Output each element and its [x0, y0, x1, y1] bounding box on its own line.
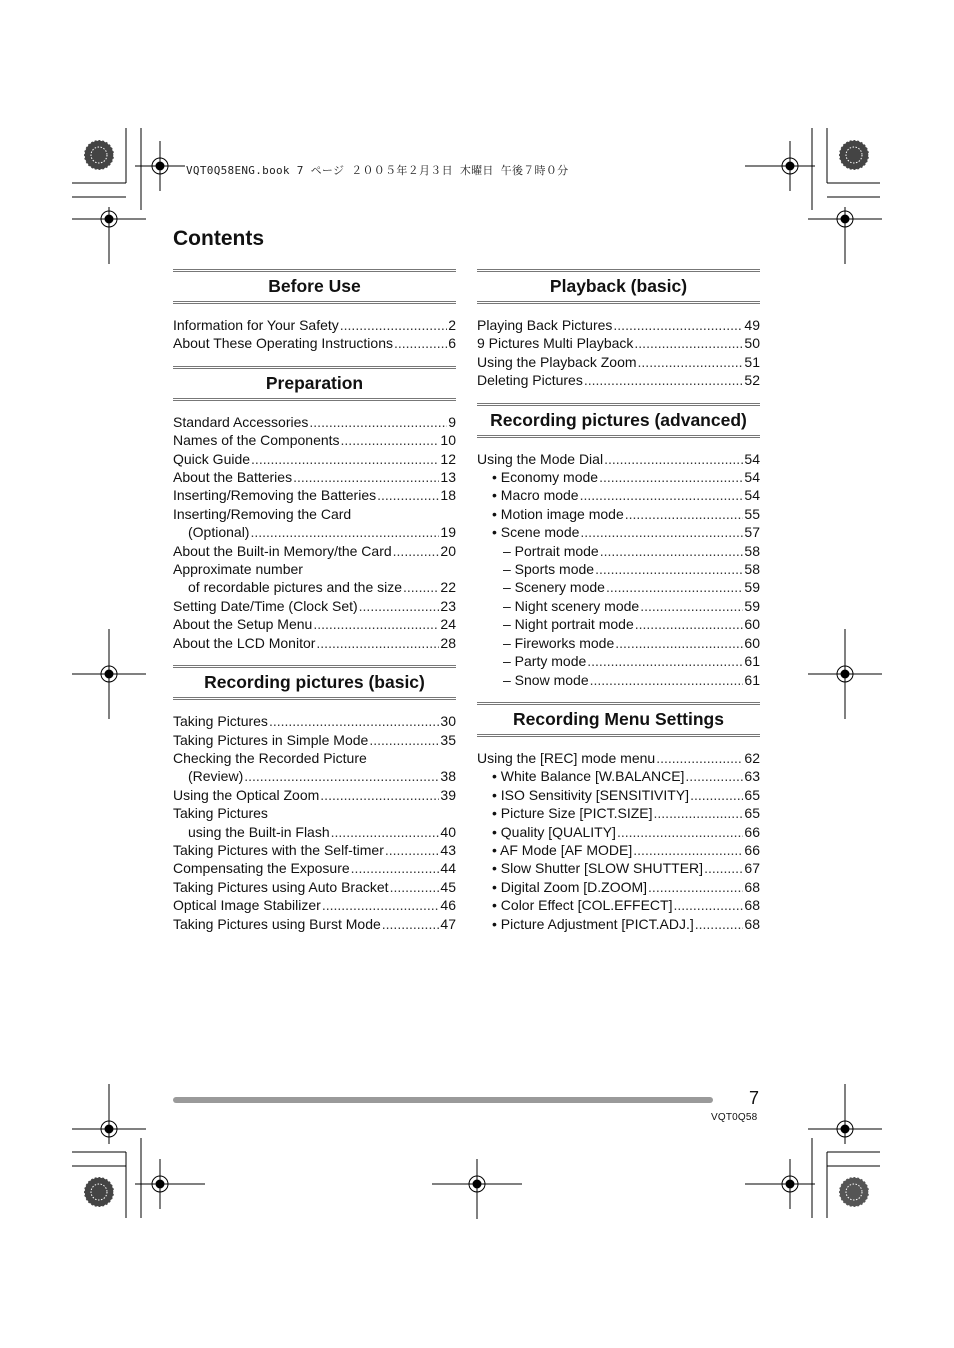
- toc-entry-page: 52: [744, 372, 760, 389]
- toc-entry-page: 35: [440, 731, 456, 748]
- toc-entry[interactable]: [477, 353, 760, 371]
- toc-entry[interactable]: [477, 334, 760, 352]
- toc-entry[interactable]: [477, 823, 760, 841]
- toc-entry-label: Names of the Components: [173, 432, 340, 449]
- toc-entry-page: 65: [744, 805, 760, 822]
- toc-entry[interactable]: [477, 859, 760, 877]
- toc-left-column: [173, 269, 456, 946]
- section-entries: [173, 316, 456, 353]
- toc-entry[interactable]: [477, 915, 760, 933]
- toc-entry-label: Taking Pictures with the Self-timer: [173, 841, 384, 858]
- toc-entry[interactable]: [477, 634, 760, 652]
- toc-entry[interactable]: [173, 334, 456, 352]
- leader-dots: [654, 804, 744, 822]
- toc-entry-label: • Color Effect [COL.EFFECT]: [492, 897, 673, 914]
- toc-entry[interactable]: [173, 316, 456, 334]
- toc-entry-label: Using the Optical Zoom: [173, 786, 320, 803]
- leader-dots: [685, 767, 743, 785]
- toc-entry-label: About the Setup Menu: [173, 616, 313, 633]
- leader-dots: [634, 334, 743, 352]
- toc-entry-label: Compensating the Exposure: [173, 860, 350, 877]
- toc-entry-label: – Sports mode: [503, 561, 595, 578]
- toc-entry[interactable]: [477, 450, 760, 468]
- leader-dots: [599, 468, 743, 486]
- toc-entry-label: Quick Guide: [173, 450, 251, 467]
- toc-entry[interactable]: [477, 767, 760, 785]
- leader-dots: [341, 431, 440, 449]
- leader-dots: [359, 597, 440, 615]
- leader-dots: [322, 896, 440, 914]
- toc-entry-page: 49: [744, 317, 760, 333]
- leader-dots: [316, 634, 439, 652]
- toc-entry-label: Standard Accessories: [173, 413, 309, 430]
- toc-entry-page: 60: [744, 616, 760, 633]
- toc-entry-label: • Picture Adjustment [PICT.ADJ.]: [492, 915, 694, 932]
- toc-entry-label: Information for Your Safety: [173, 317, 339, 333]
- toc-entry-page: 58: [744, 542, 760, 559]
- toc-entry[interactable]: [477, 542, 760, 560]
- toc-entry[interactable]: [477, 878, 760, 896]
- toc-entry-label: • Picture Size [PICT.SIZE]: [492, 805, 653, 822]
- leader-dots: [695, 915, 744, 933]
- toc-entry-label: – Fireworks mode: [503, 634, 615, 651]
- toc-entry-label: Deleting Pictures: [477, 372, 583, 389]
- leader-dots: [251, 450, 439, 468]
- toc-entry[interactable]: [477, 578, 760, 596]
- toc-entry-page: 60: [744, 634, 760, 651]
- toc-entry-label: 9 Pictures Multi Playback: [477, 335, 634, 352]
- toc-entry[interactable]: [173, 712, 456, 730]
- toc-entry-page: 38: [440, 768, 456, 785]
- toc-entry[interactable]: [173, 615, 456, 633]
- toc-entry-page: 55: [744, 505, 760, 522]
- toc-entry-page: 63: [744, 768, 760, 785]
- leader-dots: [377, 486, 439, 504]
- toc-entry-label: Optical Image Stabilizer: [173, 897, 321, 914]
- toc-entry[interactable]: [173, 468, 456, 486]
- section-heading: Recording pictures (advanced): [477, 403, 760, 438]
- toc-entry[interactable]: [173, 859, 456, 877]
- toc-entry[interactable]: [173, 767, 456, 785]
- section-entries: [477, 450, 760, 689]
- leader-dots: [648, 878, 743, 896]
- toc-entry[interactable]: [477, 505, 760, 523]
- toc-entry-label: • Macro mode: [492, 487, 579, 504]
- toc-entry-page: 54: [744, 469, 760, 486]
- toc-entry-page: 59: [744, 597, 760, 614]
- leader-dots: [250, 523, 439, 541]
- section-heading: Recording Menu Settings: [477, 702, 760, 737]
- toc-entry-label: Inserting/Removing the Card: [173, 505, 352, 522]
- toc-entry-page: 39: [440, 786, 456, 803]
- toc-entry-label: About the Batteries: [173, 469, 293, 486]
- leader-dots: [584, 371, 744, 389]
- page-number: 7: [749, 1088, 760, 1108]
- toc-entry-page: 62: [744, 749, 760, 766]
- toc-entry-page: 66: [744, 823, 760, 840]
- toc-entry-page: 61: [744, 653, 760, 670]
- toc-entry-label: using the Built-in Flash: [188, 823, 330, 840]
- leader-dots: [244, 767, 439, 785]
- toc-entry[interactable]: [173, 578, 456, 596]
- toc-entry[interactable]: [477, 841, 760, 859]
- toc-entry-label: • AF Mode [AF MODE]: [492, 841, 633, 858]
- toc-entry-label: Taking Pictures: [173, 713, 268, 730]
- toc-entry[interactable]: [477, 615, 760, 633]
- toc-entry-label: Taking Pictures using Burst Mode: [173, 915, 381, 932]
- leader-dots: [606, 578, 743, 596]
- toc-entry[interactable]: [173, 878, 456, 896]
- toc-entry[interactable]: [477, 468, 760, 486]
- toc-entry-label: About the LCD Monitor: [173, 634, 316, 651]
- toc-entry-page: 13: [440, 469, 456, 486]
- toc-entry[interactable]: [477, 652, 760, 670]
- leader-dots: [590, 671, 744, 689]
- toc-entry-page: 61: [744, 671, 760, 688]
- toc-entry-label: Using the [REC] mode menu: [477, 749, 656, 766]
- toc-entry-page: 68: [744, 897, 760, 914]
- toc-entry[interactable]: [173, 450, 456, 468]
- toc-entry-page: 2: [448, 317, 456, 333]
- toc-entry[interactable]: [173, 841, 456, 859]
- leader-dots: [309, 413, 447, 431]
- leader-dots: [625, 505, 744, 523]
- toc-entry[interactable]: [173, 597, 456, 615]
- toc-entry[interactable]: [477, 786, 760, 804]
- leader-dots: [615, 634, 743, 652]
- leader-dots: [403, 578, 439, 596]
- toc-entry-page: 20: [440, 542, 456, 559]
- toc-entry[interactable]: [173, 823, 456, 841]
- leader-dots: [269, 712, 439, 730]
- leader-dots: [351, 859, 440, 877]
- toc-entry[interactable]: [477, 316, 760, 334]
- toc-entry[interactable]: [173, 486, 456, 504]
- toc-entry[interactable]: [173, 749, 456, 767]
- toc-entry-page: 59: [744, 579, 760, 596]
- toc-entry-page: 45: [440, 878, 456, 895]
- section-heading: Recording pictures (basic): [173, 665, 456, 700]
- section-heading: Preparation: [173, 366, 456, 401]
- toc-entry-label: • Economy mode: [492, 469, 599, 486]
- toc-entry[interactable]: [477, 560, 760, 578]
- toc-entry-label: About the Built-in Memory/the Card: [173, 542, 392, 559]
- toc-entry-page: 10: [440, 432, 456, 449]
- toc-entry-page: 30: [440, 713, 456, 730]
- toc-entry[interactable]: [173, 523, 456, 541]
- toc-entry-label: • Quality [QUALITY]: [492, 823, 616, 840]
- toc-entry-label: – Night portrait mode: [503, 616, 634, 633]
- footer-bar: [173, 1097, 713, 1103]
- leader-dots: [331, 823, 440, 841]
- section-entries: [477, 749, 760, 933]
- toc-entry-label: • Motion image mode: [492, 505, 624, 522]
- toc-entry-page: 57: [744, 524, 760, 541]
- toc-entry[interactable]: [173, 413, 456, 431]
- toc-entry-page: 50: [744, 335, 760, 352]
- leader-dots: [385, 841, 440, 859]
- leader-dots: [390, 878, 440, 896]
- toc-entry-label: Approximate number: [173, 561, 303, 578]
- toc-entry-label: Taking Pictures: [173, 805, 268, 822]
- leader-dots: [369, 731, 439, 749]
- leader-dots: [393, 542, 440, 560]
- toc-right-column: [477, 269, 760, 946]
- leader-dots: [595, 560, 743, 578]
- toc-entry-page: 58: [744, 561, 760, 578]
- toc-entry-page: 28: [440, 634, 456, 651]
- toc-entry-page: 23: [440, 597, 456, 614]
- toc-entry-label: Taking Pictures using Auto Bracket: [173, 878, 389, 895]
- toc-entry-label: – Night scenery mode: [503, 597, 640, 614]
- leader-dots: [638, 353, 744, 371]
- section-entries: [477, 316, 760, 390]
- leader-dots: [635, 615, 744, 633]
- toc-entry-page: 22: [440, 579, 456, 596]
- toc-entry-label: (Review): [188, 768, 244, 785]
- model-code: VQT0Q58: [711, 1112, 758, 1123]
- leader-dots: [656, 749, 743, 767]
- toc-entry[interactable]: [477, 749, 760, 767]
- section-heading: Before Use: [173, 269, 456, 304]
- toc-entry-label: – Portrait mode: [503, 542, 599, 559]
- section-entries: [173, 712, 456, 933]
- toc-entry[interactable]: [173, 804, 456, 822]
- leader-dots: [690, 786, 743, 804]
- leader-dots: [640, 597, 743, 615]
- toc-entry-page: 54: [744, 450, 760, 467]
- toc-entry-page: 68: [744, 915, 760, 932]
- toc-entry-page: 19: [440, 524, 456, 541]
- leader-dots: [394, 334, 447, 352]
- toc-entry-label: • Slow Shutter [SLOW SHUTTER]: [492, 860, 704, 877]
- leader-dots: [704, 859, 743, 877]
- toc-entry-label: Checking the Recorded Picture: [173, 749, 367, 766]
- toc-entry-label: • Scene mode: [492, 524, 580, 541]
- toc-entry-label: Taking Pictures in Simple Mode: [173, 731, 369, 748]
- toc-entry-page: 46: [440, 897, 456, 914]
- toc-entry[interactable]: [173, 560, 456, 578]
- toc-entry-page: 65: [744, 786, 760, 803]
- toc-entry-label: • White Balance [W.BALANCE]: [492, 768, 685, 785]
- toc-entry-label: – Scenery mode: [503, 579, 605, 596]
- toc-entry-page: 67: [744, 860, 760, 877]
- section-entries: [173, 413, 456, 652]
- toc-entry-page: 6: [448, 335, 456, 352]
- leader-dots: [600, 542, 744, 560]
- toc-entry[interactable]: [173, 542, 456, 560]
- toc-entry[interactable]: [477, 486, 760, 504]
- leader-dots: [580, 486, 744, 504]
- toc-entry-label: of recordable pictures and the size: [188, 579, 403, 596]
- leader-dots: [313, 615, 439, 633]
- leader-dots: [340, 316, 447, 334]
- toc-entry-page: 47: [440, 915, 456, 932]
- section-heading: Playback (basic): [477, 269, 760, 304]
- leader-dots: [633, 841, 743, 859]
- toc-entry[interactable]: [173, 731, 456, 749]
- toc-entry-page: 51: [744, 353, 760, 370]
- leader-dots: [604, 450, 743, 468]
- leader-dots: [580, 523, 743, 541]
- toc-entry[interactable]: [477, 896, 760, 914]
- toc-entry-label: Inserting/Removing the Batteries: [173, 487, 377, 504]
- toc-entry-label: (Optional): [188, 524, 250, 541]
- toc-entry-page: 12: [440, 450, 456, 467]
- leader-dots: [617, 823, 743, 841]
- leader-dots: [613, 316, 743, 334]
- toc-entry-page: 43: [440, 841, 456, 858]
- toc-entry-label: About These Operating Instructions: [173, 335, 393, 352]
- toc-entry[interactable]: [477, 804, 760, 822]
- toc-entry-page: 40: [440, 823, 456, 840]
- toc-entry-label: • Digital Zoom [D.ZOOM]: [492, 878, 648, 895]
- toc-entry-label: – Party mode: [503, 653, 587, 670]
- leader-dots: [320, 786, 439, 804]
- toc-entry-label: Using the Mode Dial: [477, 450, 604, 467]
- toc-entry-label: • ISO Sensitivity [SENSITIVITY]: [492, 786, 690, 803]
- page-title: Contents: [173, 227, 264, 250]
- toc-entry[interactable]: [173, 915, 456, 933]
- toc-entry[interactable]: [173, 634, 456, 652]
- toc-entry[interactable]: [477, 597, 760, 615]
- toc-entry-label: Using the Playback Zoom: [477, 353, 637, 370]
- toc-entry[interactable]: [173, 786, 456, 804]
- toc-entry-page: 9: [448, 413, 456, 430]
- toc-entry-page: 68: [744, 878, 760, 895]
- toc-entry-label: Setting Date/Time (Clock Set): [173, 597, 358, 614]
- toc-entry-page: 66: [744, 841, 760, 858]
- toc-entry-label: Playing Back Pictures: [477, 317, 613, 333]
- toc-entry[interactable]: [173, 896, 456, 914]
- toc-entry-label: – Snow mode: [503, 671, 589, 688]
- toc-entry[interactable]: [477, 671, 760, 689]
- toc-entry[interactable]: [173, 431, 456, 449]
- toc-entry-page: 24: [440, 616, 456, 633]
- toc-entry-page: 54: [744, 487, 760, 504]
- toc-entry[interactable]: [173, 505, 456, 523]
- leader-dots: [382, 915, 440, 933]
- leader-dots: [293, 468, 439, 486]
- leader-dots: [673, 896, 743, 914]
- toc-entry-page: 44: [440, 860, 456, 877]
- toc-entry-page: 18: [440, 487, 456, 504]
- toc-entry[interactable]: [477, 371, 760, 389]
- leader-dots: [587, 652, 743, 670]
- toc-entry[interactable]: [477, 523, 760, 541]
- print-header-line: VQT0Q58ENG.book 7 ページ ２００５年２月３日 木曜日 午後７時０分: [186, 164, 569, 177]
